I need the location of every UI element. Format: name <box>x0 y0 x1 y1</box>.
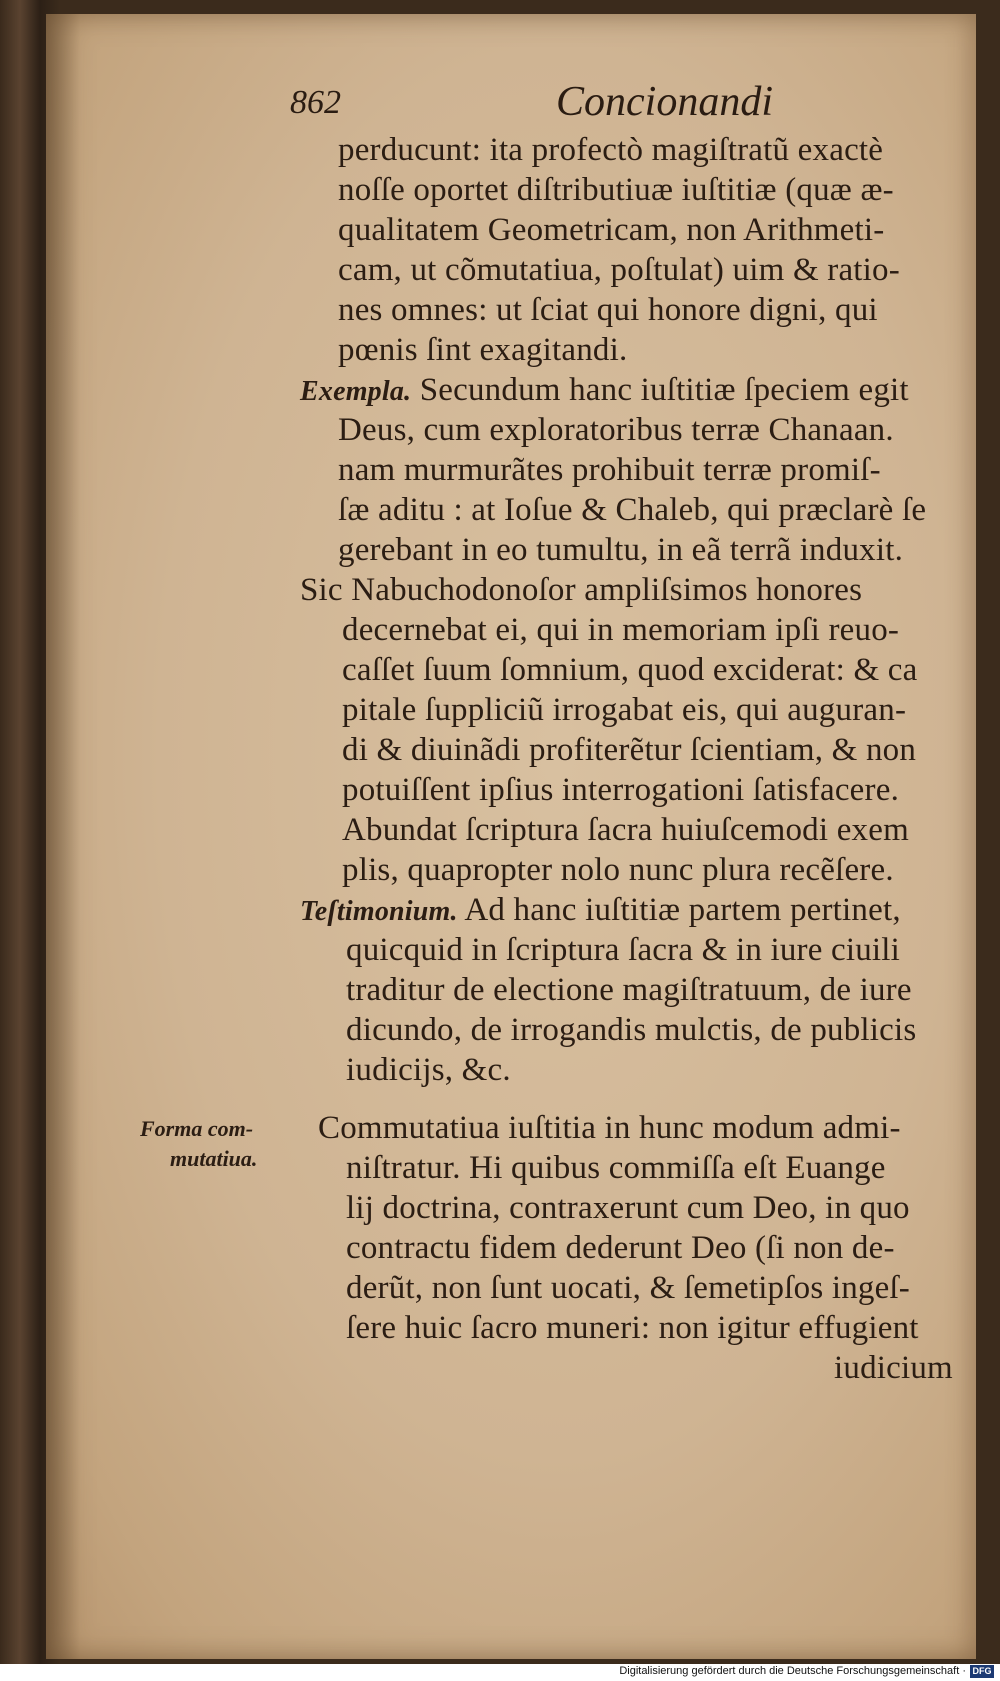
text-line: plis, quapropter nolo nunc plura recẽſere. <box>342 852 894 888</box>
text-line-exempla <box>300 370 909 412</box>
side-note-forma: Forma com- <box>140 1116 254 1141</box>
running-title: Concionandi <box>556 79 773 125</box>
text-line: contractu fidem dederunt Deo (ſi non de- <box>346 1230 895 1266</box>
text-line: decernebat ei, qui in memoriam ipſi reuo- <box>342 612 900 648</box>
text-line: caſſet ſuum ſomnium, quod exciderat: & ca <box>342 652 918 688</box>
page-number: 862 <box>290 84 341 121</box>
text-line: Commutatiua iuſtitia in hunc modum admi- <box>318 1110 901 1146</box>
text-line: nam murmurãtes prohibuit terræ promiſ- <box>338 452 881 488</box>
text-line: pitale ſuppliciũ irrogabat eis, qui auguran- <box>342 692 907 728</box>
dfg-logo-icon: DFG <box>970 1665 994 1678</box>
text-line: quicquid in ſcriptura ſacra & in iure ciuili <box>346 932 901 968</box>
text-line: nes omnes: ut ſciat qui honore digni, qui <box>338 292 878 328</box>
text-line: derũt, non ſunt uocati, & ſemetipſos ingeſ- <box>346 1270 910 1306</box>
text-line: ſæ aditu : at Ioſue & Chaleb, qui præclarè ſe <box>338 492 927 528</box>
text-segment: Secundum hanc iuſtitiæ ſpeciem egit <box>419 372 909 408</box>
catchword: iudicium <box>834 1350 953 1386</box>
text-line: qualitatem Geometricam, non Arithmeti- <box>338 212 885 248</box>
text-line: potuiſſent ipſius interrogationi ſatisfacere. <box>342 772 900 808</box>
side-note-commutatiua: mutatiua. <box>170 1146 258 1171</box>
text-line: dicundo, de irrogandis mulctis, de publicis <box>346 1012 917 1048</box>
text-line: gerebant in eo tumultu, in eã terrã induxit. <box>338 532 904 568</box>
text-line-testimonium <box>300 890 901 932</box>
text-line: Abundat ſcriptura ſacra huiuſcemodi exem <box>342 812 909 848</box>
text-line: Deus, cum exploratoribus terræ Chanaan. <box>338 412 894 448</box>
exempla-marker: Exempla. <box>300 376 412 407</box>
text-line: iudicijs, &c. <box>346 1052 511 1088</box>
text-segment: Ad hanc iuſtitiæ partem pertinet, <box>464 892 901 928</box>
funding-credit: Digitalisierung gefördert durch die Deutsche Forschungsgemeinschaft · <box>619 1665 966 1677</box>
text-line: ſere huic ſacro muneri: non igitur effugient <box>346 1310 919 1346</box>
text-line: noſſe oportet diſtributiuæ iuſtitiæ (quæ æ- <box>338 172 894 208</box>
text-line: lij doctrina, contraxerunt cum Deo, in quo <box>346 1190 910 1226</box>
text-line: perducunt: ita profectò magiſtratũ exactè <box>338 132 884 168</box>
text-line: traditur de electione magiſtratuum, de iure <box>346 972 912 1008</box>
text-line: pœnis ſint exagitandi. <box>338 332 628 368</box>
text-line: niſtratur. Hi quibus commiſſa eſt Euange <box>346 1150 886 1186</box>
page-header <box>290 78 980 128</box>
testimonium-marker: Teſtimonium. <box>300 896 458 927</box>
text-line: di & diuinãdi profiterẽtur ſcientiam, & non <box>342 732 917 768</box>
text-line: cam, ut cõmutatiua, poſtulat) uim & ratio- <box>338 252 900 288</box>
text-line: Sic Nabuchodonoſor ampliſsimos honores <box>300 572 863 608</box>
